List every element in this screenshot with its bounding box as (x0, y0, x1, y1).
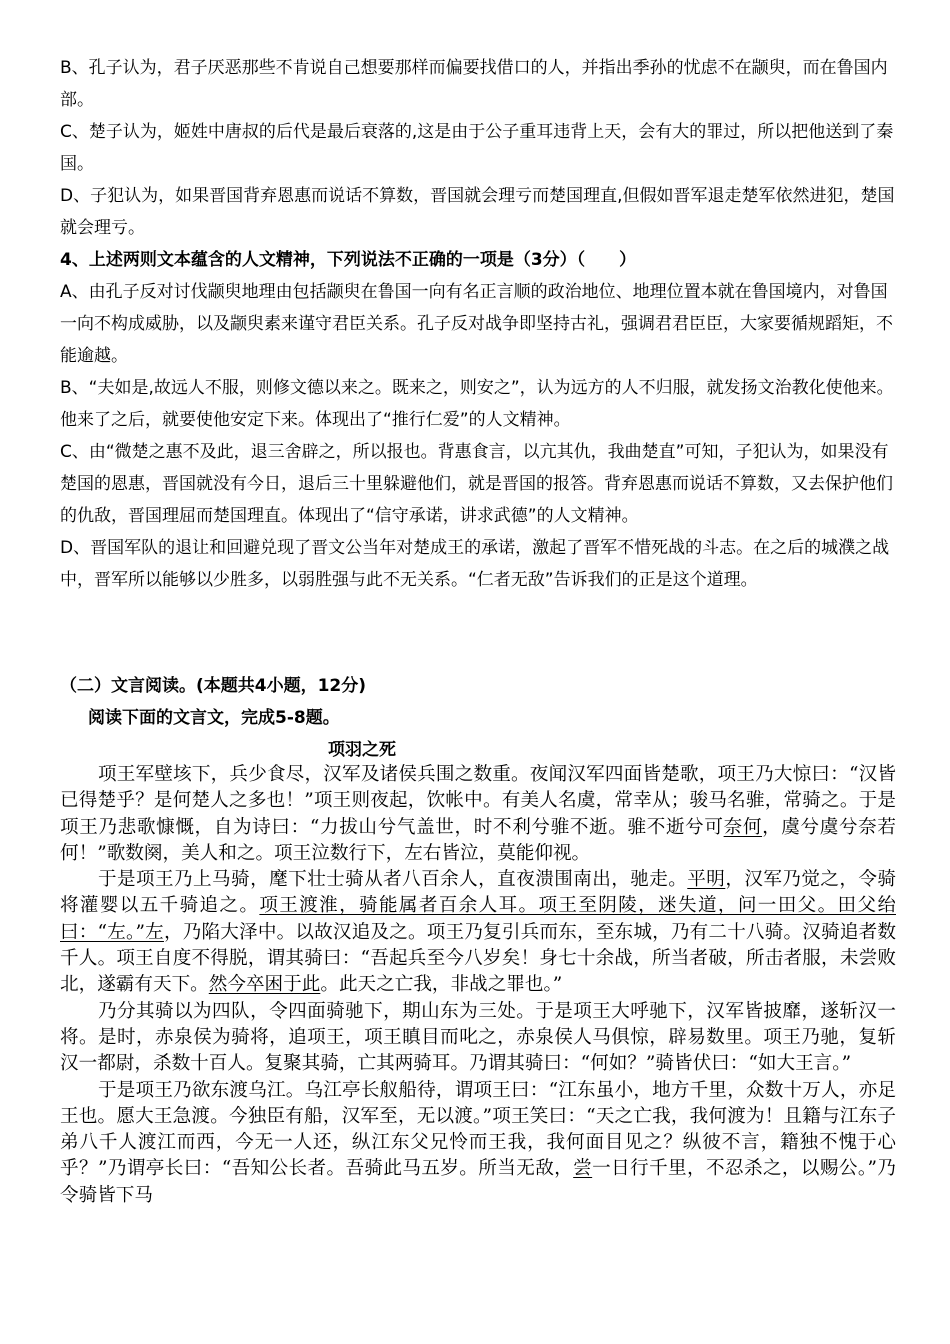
question-4-option-c: C、由“微楚之惠不及此，退三舍辟之，所以报也。背惠食言，以亢其仇，我曲楚直”可知，子犯认为，如果没有楚国的恩惠，晋国就没有今日，退后三十里躲避他们，就是晋国的报答。背弃恩惠而说话不算数，又去保护他们的仇敌，晋国理屈而楚国理直。体现出了“信守承诺，讲求武德”的人文精神。 (60, 442, 893, 526)
question-4-stem: 4、上述两则文本蕴含的人文精神，下列说法不正确的一项是（3分）（ ） (60, 250, 637, 270)
passage-paragraph-1: 项王军壁垓下，兵少食尽，汉军及诸侯兵围之数重。夜闻汉军四面皆楚歌，项王乃大惊曰：“汉皆已得楚乎？是何楚人之多也！”项王则夜起，饮帐中。有美人名虞，常幸从；骏马名骓，常骑之。于是项王乃悲歌慷慨，自为诗曰：“力拔山兮气盖世，时不利兮骓不逝。骓不逝兮可奈何，虞兮虞兮奈若何！”歌数阕，美人和之。项王泣数行下，左右皆泣，莫能仰视。 (60, 764, 896, 864)
passage-paragraph-3: 乃分其骑以为四队，令四面骑驰下，期山东为三处。于是项王大呼驰下，汉军皆披靡，遂斩汉一将。是时，赤泉侯为骑将，追项王，项王瞋目而叱之，赤泉侯人马俱惊，辟易数里。项王乃驰，复斩汉一都尉，杀数十百人。复聚其骑，亡其两骑耳。乃谓其骑曰：“何如？”骑皆伏曰：“如大王言。” (60, 1000, 896, 1075)
underlined-sentence: 项王渡淮，骑能属者百余人耳。项王至阴陵，迷失道，问一田父。田父绐曰：“左。”左 (60, 895, 896, 943)
question-4-option-b: B、“夫如是,故远人不服，则修文德以来之。既来之，则安之”，认为远方的人不归服，就发扬文治教化使他来。他来了之后，就要使他安定下来。体现出了“推行仁爱”的人文精神。 (60, 378, 894, 430)
option-b-prev: B、孔子认为，君子厌恶那些不肯说自己想要那样而偏要找借口的人，并指出季孙的忧虑不在颛臾，而在鲁国内部。 (60, 58, 888, 110)
underlined-word: 尝 (573, 1158, 593, 1180)
question-4-option-a: A、由孔子反对讨伐颛臾地理由包括颛臾在鲁国一向有名正言顺的政治地位、地理位置本就在鲁国境内，对鲁国一向不构成威胁，以及颛臾素来谨守君臣关系。孔子反对战争即坚持古礼，强调君君臣臣，大家要循规蹈矩，不能逾越。 (60, 282, 893, 366)
passage-paragraph-4: 于是项王乃欲东渡乌江。乌江亭长舣船待，谓项王曰：“江东虽小，地方千里，众数十万人，亦足王也。愿大王急渡。今独臣有船，汉军至，无以渡。”项王笑曰：“天之亡我，我何渡为！且籍与江东子弟八千人渡江而西，今无一人还，纵江东父兄怜而王我，我何面目见之？纵彼不言，籍独不愧于心乎？”乃谓亭长曰：“吾知公长者。吾骑此马五岁。所当无敌，尝一日行千里，不忍杀之，以赐公。”乃令骑皆下马 (60, 1079, 896, 1206)
underlined-word: 奈何 (723, 816, 763, 838)
question-4-option-d: D、晋国军队的退让和回避兑现了晋文公当年对楚成王的承诺，激起了晋军不惜死战的斗志。在之后的城濮之战中，晋军所以能够以少胜多，以弱胜强与此不无关系。“仁者无敌”告诉我们的正是这个道理。 (60, 538, 890, 590)
classical-passage (60, 762, 896, 1209)
option-d-prev: D、子犯认为，如果晋国背弃恩惠而说话不算数，晋国就会理亏而楚国理直,但假如晋军退走楚军依然进犯，楚国就会理亏。 (60, 186, 895, 238)
section-heading: （二）文言阅读。(本题共4小题，12分) (60, 676, 367, 696)
option-c-prev: C、楚子认为，姬姓中唐叔的后代是最后衰落的,这是由于公子重耳违背上天，会有大的罪过，所以把他送到了秦国。 (60, 122, 894, 174)
underlined-word: 平明 (687, 869, 726, 891)
passage-paragraph-2: 于是项王乃上马骑，麾下壮士骑从者八百余人，直夜溃围南出，驰走。平明，汉军乃觉之，令骑将灌婴以五千骑追之。项王渡淮，骑能属者百余人耳。项王至阴陵，迷失道，问一田父。田父绐曰：“左。”左，乃陷大泽中。以故汉追及之。项王乃复引兵而东，至东城，乃有二十八骑。汉骑追者数千人。项王自度不得脱，谓其骑曰：“吾起兵至今八岁矣！身七十余战，所当者破，所击者服，未尝败北，遂霸有天下。然今卒困于此。此天之亡我，非战之罪也。” (60, 869, 896, 996)
question-section (60, 52, 896, 596)
passage-title: 项羽之死 (328, 740, 396, 760)
classical-reading-header (60, 670, 896, 766)
section-instruction: 阅读下面的文言文，完成5-8题。 (88, 708, 340, 728)
underlined-sentence: 然今卒困于此 (208, 974, 321, 996)
